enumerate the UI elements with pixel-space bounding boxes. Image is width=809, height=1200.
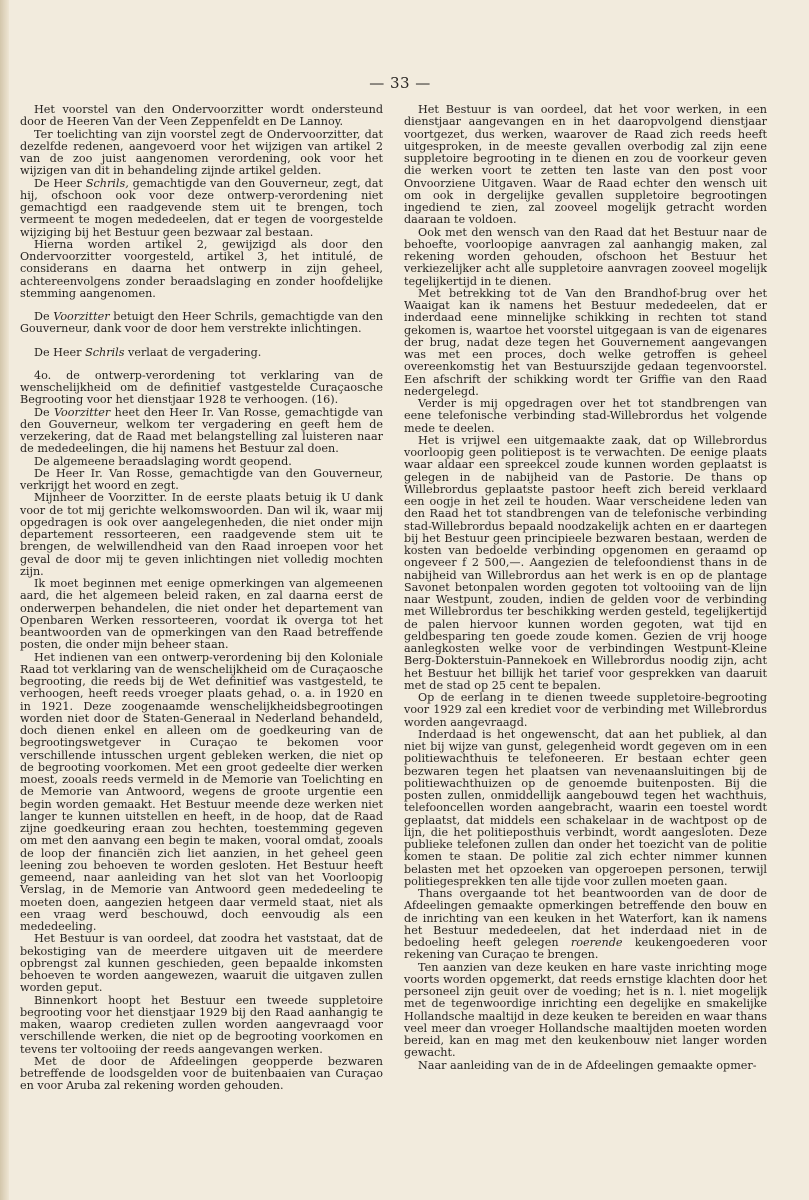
paragraph: Naar aanleiding van de in de Afdeelingen gemaakte opmer- — [418, 1058, 757, 1072]
right-column — [404, 104, 767, 1072]
paragraph: Het indienen van een ontwerp-verordening bij den Koloniale Raad tot verklaring van de wenschelijkheid om de Curaçaosche begrooting, die reeds bij de Wet definitief was vastgesteld, te verhoogen, heeft reeds vroeger plaats gehad, o. a. in 1920 en in 1921. Deze zoogenaamde wenschelijkheidsbegrootingen worden niet door de Staten-Generaal in Nederland behandeld, doch dienen enkel en alleen om de goedkeuring van de begrootingswetgever in Curaçao te bekomen voor verschillende intusschen urgent gebleken werken, die niet op de begrooting voorkomen. Met een groot gedeelte dier werken moest, zooals reeds vermeld in de Memorie van Toelichting en de Memorie van Antwoord, wegens de groote urgentie een begin worden gemaakt. Het Bestuur meende deze werken niet langer te kunnen uitstellen en heeft, in de hoop, dat de Raad zijne goedkeuring eraan zou hechten, toestemming gegeven om met den aanvang een begin te maken, vooral omdat, zooals de loop der financiën zich liet aanzien, in het geheel geen leening zou behoeven te worden gesloten. Het Bestuur heeft gemeend, naar aanleiding van het slot van het Voorloopig Verslag, in de Memorie van Antwoord geen mededeeling te moeten doen, aangezien hetgeen daar vermeld staat, niet als een vraag werd beschouwd, doch eenvoudig als een mededeeling. — [20, 650, 383, 933]
paragraph: De Voorzitter heet den Heer Ir. Van Rosse, gemachtigde van den Gouverneur, welkom ter vergadering en geeft hem de verzekering, dat de Raad met belangstelling zal luisteren naar de mededeelingen, die hij namens het Bestuur zal doen. — [20, 405, 383, 456]
left-column — [20, 104, 383, 1093]
paragraph: Met de door de Afdeelingen geopperde bezwaren betreffende de loodsgelden voor de buitenbaaien van Curaçao en voor Aruba zal rekening worden gehouden. — [20, 1054, 383, 1093]
paragraph: Verder is mij opgedragen over het tot standbrengen van eene telefonische verbinding stad-Willebrordus het volgende mede te deelen. — [404, 397, 767, 435]
paragraph: Ten aanzien van deze keuken en hare vaste inrichting moge voorts worden opgemerkt, dat reeds ernstige klachten door het personeel zijn geuit over de voeding; het is n. l. niet mogelijk met de tegenwoordige inrichting een degelijke en smakelijke Hollandsche maaltijd in deze keuken te bereiden en waar thans veel meer dan vroeger Hollandsche maaltijden moeten worden bereid, kan en mag met den keukenbouw niet langer worden gewacht. — [404, 960, 767, 1060]
paragraph: Hierna worden artikel 2, gewijzigd als door den Ondervoorzitter voorgesteld, artikel 3, het intitulé, de considerans en daarna het ontwerp in zijn geheel, achtereenvolgens zonder beraadslaging en zonder hoofdelijke stemming aangenomen. — [20, 237, 383, 300]
paragraph: De Heer Schrils verlaat de vergadering. — [34, 345, 262, 359]
paragraph: Thans overgaande tot het beantwoorden van de door de Afdeelingen gemaakte opmerkingen betreffende den bouw en de inrichting van een keuken in het Waterfort, kan ik namens het Bestuur mededeelen, dat het inderdaad niet in de bedoeling heeft gelegen roerende keukengoederen voor rekening van Curaçao te brengen. — [404, 887, 768, 962]
paragraph: Mijnheer de Voorzitter. In de eerste plaats betuig ik U dank voor de tot mij gerichte welkomswoorden. Dan wil ik, waar mij opgedragen is ook over aangelegenheden, die niet onder mijn departement ressorteeren, een raadgevende stem uit te brengen, de welwillendheid van den Raad inroepen voor het geval de door mij te geven inlichtingen niet volledig mochten zijn. — [20, 491, 383, 578]
paragraph: De Voorzitter betuigt den Heer Schrils, gemachtigde van den Gouverneur, dank voor de door hem verstrekte inlichtingen. — [20, 310, 383, 336]
paragraph: Het is vrijwel een uitgemaakte zaak, dat op Willebrordus voorloopig geen politiepost is te verwachten. De eenige plaats waar aldaar een spreekcel zoude kunnen worden geplaatst is gelegen in de nabijheid van de Pastorie. De thans op Willebrordus geplaatste pastoor heeft zich bereid verklaard een oogje in het zeil te houden. Waar verscheidene leden van den Raad het tot standbrengen van de telefonische verbinding stad-Willebrordus bepaald noodzakelijk achten en er daartegen bij het Bestuur geen principieele bezwaren bestaan, werden de kosten van bedoelde verbinding opgenomen en geraamd op ongeveer f 2 500,—. Aangezien de telefoondienst thans in de nabijheid van Willebrordus aan het werk is en op de plantage Savonet betonpalen worden gegoten tot voltooiing van de lijn naar Westpunt, zouden, indien de gelden voor de verbinding met Willebrordus ter beschikking werden gesteld, tegelijkertijd de palen hiervoor kunnen worden gegoten, wat tijd en geldbesparing ten goede zoude komen. Gezien de vrij hooge aanlegkosten welke voor de verbindingen Westpunt-Kleine Berg-Dokterstuin-Pannekoek en Willebrordus noodig zijn, acht het Bestuur het billijk het tarief voor gesprekken van daaruit met de stad op 25 cent te bepalen. — [404, 433, 767, 692]
paragraph: 4o. de ontwerp-verordening tot verklaring van de wenschelijkheid om de definitief vastgestelde Curaçaosche Begrooting voor het dienstjaar 1928 te verhoogen. (16). — [20, 368, 383, 407]
paragraph: Met betrekking tot de Van den Brandhof-brug over het Waaigat kan ik namens het Bestuur mededeelen, dat er inderdaad eene minnelijke schikking in rechten tot stand gekomen is, waartoe het voorstel uitgegaan is van de eigenares der brug, nadat deze tegen het Gouvernement aangevangen was met een proces, doch welke getroffen is geheel overeenkomstig het van Bestuurszijde gedaan tegenvoorstel. Een afschrift der schikking wordt ter Griffie van den Raad nedergelegd. — [404, 286, 767, 398]
paragraph: Binnenkort hoopt het Bestuur een tweede suppletoire begrooting voor het dienstjaar 1929 bij den Raad aanhangig te maken, waarop credieten zullen worden aangevraagd voor verschillende werken, die niet op de begrooting voorkomen en tevens ter voltooiing der reeds aangevangen werken. — [20, 993, 383, 1056]
paragraph: Ook met den wensch van den Raad dat het Bestuur naar de behoefte, voorloopige aanvragen zal aanhangig maken, zal rekening worden gehouden, ofschoon het Bestuur het verkiezelijker acht alle suppletoire aanvragen zooveel mogelijk tegelijkertijd in te dienen. — [404, 225, 767, 288]
paragraph: Ter toelichting van zijn voorstel zegt de Ondervoorzitter, dat dezelfde redenen, aangevoerd voor het wijzigen van artikel 2 van de zoo juist aangenomen verordening, ook voor het wijzigen van dit in behandeling zijnde artikel gelden. — [20, 127, 383, 178]
paragraph: Op de eerlang in te dienen tweede suppletoire-begrooting voor 1929 zal een krediet voor de verbinding met Willebrordus worden aangevraagd. — [404, 691, 767, 729]
page-binding-edge — [0, 0, 9, 1200]
paragraph: Het Bestuur is van oordeel, dat zoodra het vaststaat, dat de bekostiging van de meerdere uitgaven uit de meerdere opbrengst zal kunnen geschieden, geen bepaalde inkomsten behoeven te worden aangewezen, waaruit die uitgaven zullen worden geput. — [20, 932, 383, 995]
paragraph: De Heer Ir. Van Rosse, gemachtigde van den Gouverneur, verkrijgt het woord en zegt. — [20, 466, 383, 492]
paragraph: De algemeene beraadslaging wordt geopend. — [34, 454, 292, 468]
paragraph: Het Bestuur is van oordeel, dat het voor werken, in een dienstjaar aangevangen en in het daaropvolgend dienstjaar voortgezet, dus werken, waarover de Raad zich reeds heeft uitgesproken, in de meeste gevallen overbodig zal zijn eene suppletoire begrooting in te dienen en zou de voorkeur geven die werken voort te zetten ten laste van den post voor Onvoorziene Uitgaven. Waar de Raad echter den wensch uit om ook in dergelijke gevallen suppletoire begrootingen ingediend te zien, zal zooveel mogelijk getracht worden daaraan te voldoen. — [404, 103, 767, 227]
paragraph: De Heer Schrils, gemachtigde van den Gouverneur, zegt, dat hij, ofschoon ook voor deze ontwerp-verordening niet gemachtigd een raadgevende stem uit te brengen, toch vermeent te mogen mededeelen, dat er tegen de voorgestelde wijziging bij het Bestuur geen bezwaar zal bestaan. — [20, 176, 383, 239]
page-number: — 33 — — [369, 74, 431, 92]
paragraph: Inderdaad is het ongewenscht, dat aan het publiek, al dan niet bij wijze van gunst, gelegenheid wordt gegeven om in een politiewachthuis te telefoneeren. Er bestaan echter geen bezwaren tegen het plaatsen van nevenaansluitingen bij de politiewachthuizen op de genoemde buitenposten. Bij die posten zullen, onmiddellijk aangebouwd tegen het wachthuis, telefooncellen worden aangebracht, waarin een toestel wordt geplaatst, dat middels een schakelaar in de wachtpost op de lijn, die het politieposthuis verbindt, wordt aangesloten. Deze publieke telefonen zullen dan onder het toezicht van de politie komen te staan. De politie zal zich echter nimmer kunnen belasten met het opzoeken van opgeroepen personen, terwijl politiegesprekken ten alle tijde voor zullen moeten gaan. — [404, 727, 767, 888]
paragraph: Het voorstel van den Ondervoorzitter wordt ondersteund door de Heeren Van der Veen Zeppenfeldt en De Lannoy. — [20, 103, 383, 129]
paragraph: Ik moet beginnen met eenige opmerkingen van algemeenen aard, die het algemeen beleid raken, en zal daarna eerst de onderwerpen behandelen, die niet onder het departement van Openbaren Werken ressorteeren, voordat ik overga tot het beantwoorden van de opmerkingen van den Raad betreffende posten, die onder mijn beheer staan. — [20, 577, 383, 652]
